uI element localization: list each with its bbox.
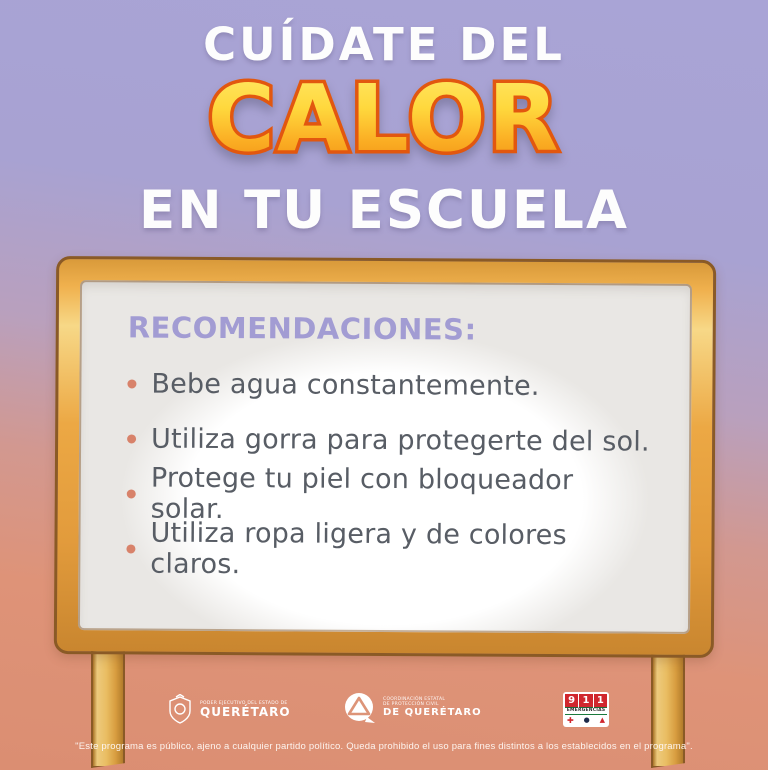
fire-triangle-icon: ▲ <box>599 716 605 724</box>
911-digit: 9 <box>565 694 578 708</box>
bullet-dot <box>126 544 135 553</box>
proteccion-civil-logo <box>344 692 482 724</box>
bullet-dot <box>127 489 136 498</box>
911-digits <box>565 694 607 708</box>
whiteboard-surface <box>78 280 692 634</box>
list-item <box>127 423 651 456</box>
queretaro-logo-text <box>200 701 291 720</box>
proteccion-civil-icon <box>344 692 376 724</box>
list-item-text: Utiliza ropa ligera y de colores claros. <box>150 517 567 581</box>
legal-disclaimer: "Este programa es público, ajeno a cualquier partido político. Queda prohibido el uso para fines distintos a los establecidos en el programa". <box>75 741 693 752</box>
911-digit: 1 <box>594 694 607 708</box>
bullet-dot <box>127 379 136 388</box>
queretaro-logo-title: QUERÉTARO <box>200 704 291 719</box>
list-item <box>126 517 650 581</box>
pc-line-2: DE PROTECCIÓN CIVIL <box>383 702 439 708</box>
medical-cross-icon: ✚ <box>567 716 574 725</box>
board-leg-right <box>651 645 685 768</box>
list-item-text: Bebe agua constantemente. <box>151 368 540 402</box>
bullet-dot <box>127 434 136 443</box>
list-item <box>127 368 651 401</box>
recommendations-list <box>126 368 651 581</box>
board-leg-left <box>91 645 125 768</box>
queretaro-logo-subtitle: PODER EJECUTIVO DEL ESTADO DE <box>200 700 288 706</box>
emergencias-label: EMERGENCIAS <box>566 708 606 713</box>
queretaro-government-logo <box>167 694 291 726</box>
calor-melting-text <box>154 62 614 192</box>
calor-text: CALOR <box>207 65 561 172</box>
police-badge-icon: ● <box>583 716 590 724</box>
proteccion-civil-text <box>383 697 482 719</box>
911-digit: 1 <box>579 694 592 708</box>
title-calor <box>0 62 768 192</box>
list-item-text: Protege tu piel con bloqueador solar. <box>150 462 574 526</box>
queretaro-crest-icon <box>167 694 193 726</box>
title-line-1: CUÍDATE DEL <box>203 18 565 71</box>
title-line-3: EN TU ESCUELA <box>139 180 629 241</box>
whiteboard-frame <box>54 256 716 658</box>
recommendations-heading: RECOMENDACIONES: <box>127 310 477 347</box>
pc-line-1: COORDINACIÓN ESTATAL <box>383 697 446 703</box>
emergency-911-logo <box>563 692 609 727</box>
911-service-icons <box>565 715 607 726</box>
pc-line-3: DE QUERÉTARO <box>383 707 482 719</box>
list-item <box>127 462 651 526</box>
list-item-text: Utiliza gorra para protegerte del sol. <box>151 423 650 458</box>
